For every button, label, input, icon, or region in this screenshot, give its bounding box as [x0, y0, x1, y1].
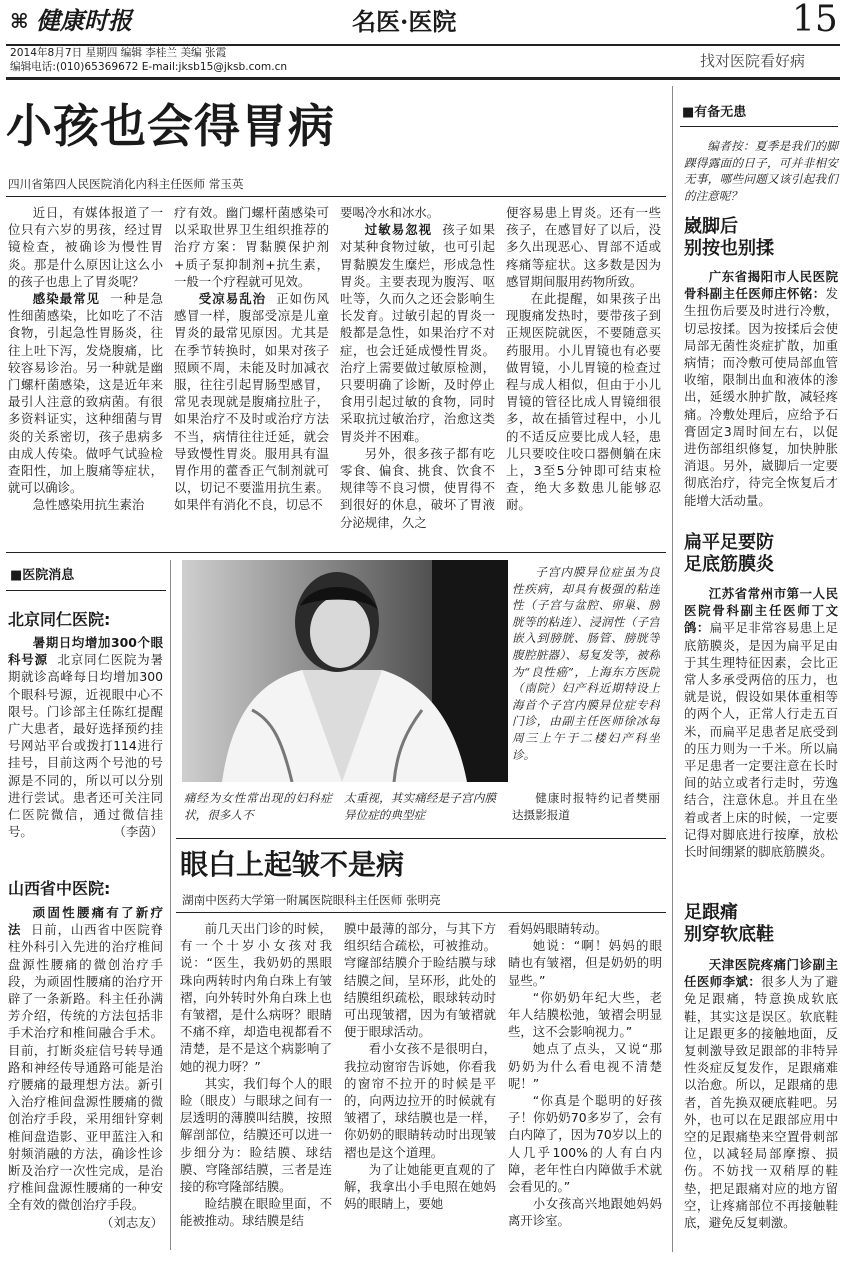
photo-credit: 健康时报特约记者樊丽达摄影报道 [512, 791, 660, 822]
newspaper-logo: 健康时报 [36, 6, 132, 35]
contact-line: 编辑电话:(010)65369672 E-mail:jksb15@jksb.com.cn [10, 61, 288, 73]
news-header-rule [6, 590, 166, 591]
masthead-rule [6, 44, 840, 46]
subhead-cold: 受凉易乱治 [198, 291, 267, 307]
right-header: ■有备无患 [682, 105, 747, 120]
photo-caption-b: 太重视，其实痛经是子宫内膜异位症的典型症 [344, 791, 496, 822]
news-hospital-tongren: 北京同仁医院: [8, 610, 111, 629]
main-col-2: 疗有效。幽门螺杆菌感染可以采取世界卫生组织推荐的治疗方案：胃黏膜保护剂+质子泵抑制剂+抗生素，一般一个疗程就可见效。 受凉易乱治 正如伤风感冒一样，腹部受凉是儿童胃炎的最常见原因。尤其是在季节转换时，如果对孩子照顾不周，未能及时加减衣服，往往引起胃肠型感冒，常见表现就是腹痛拉肚子，如果治疗不及时或治疗方法不当，病情往往迁延，就会导致慢性胃炎。服用具有温胃作用的藿香正气制剂就可以，切记不要滥用抗生素。如果伴有消化不良，切忌不 [174, 205, 329, 513]
eye-col-1: 前几天出门诊的时候，有一个十岁小女孩对我说：“医生，我奶奶的黑眼珠向两转时内角白珠上有皱褶，向外转时外角白珠上也有皱褶，是什么病呀？眼睛不痛不痒，却造电视都看不清楚，是不是这个病影响了她的视力呀？” 其实，我们每个人的眼睑（眼皮）与眼球之间有一层透明的薄膜叫结膜，按照解剖部位，结膜还可以进一步细分为：睑结膜、球结膜、穹隆部结膜，三者是连接的称穹隆部结膜。 睑结膜在眼睑里面，不能被推动。球结膜是结 [180, 921, 332, 1229]
main-col-4: 便容易患上胃炎。还有一些孩子，在感冒好了以后，没多久出现恶心、胃部不适或疼痛等症状。这多数是因为感冒期间服用药物所致。 在此提醒，如果孩子出现腹痛发热时，要带孩子到正规医院就医，不要随意买药服用。小儿胃镜也有必要做胃镜，小儿胃镜的检查过程与成人相似，但由于小儿胃镜的管径比成人胃镜细很多，故在插管过程中，小儿的不适反应要比成人轻，患儿只要咬住咬口器侧躺在床上，3至5分钟即可结束检查，绝大多数患儿能够忍耐。 [506, 205, 661, 513]
subhead-infection: 感染最常见 [32, 291, 101, 307]
tip-body-flatfoot: 江苏省常州市第一人民医院骨科副主任医师丁文鸽：扁平足非常容易患上足底筋膜炎，是因为扁平足由于其生理特征因素，会比正常人多承受两倍的压力，也就是说，假设如果体重相等的两个人，正常人行走五百米，而扁平足患者足底受到的压力则为一千米。所以扁平足患者一定要注意在长时间的站立或者行走时，劳逸结合，注意休息。并且在坐着或者上床的时候，一定要记得对脚底进行按摩，放松长时间绷紧的脚底筋膜炎。 [684, 586, 838, 860]
news-item-tongren: 暑期日均增加300个眼科号源 北京同仁医院为暑期就诊高峰每日均增加300个眼科号源，近视眼中心不限号。门诊部主任陈红提醒广大患者，最好选择预约挂号网站平台或拨打114进行挂号，目前这两个号池的号源是不同的，所以可以分别进行尝试。患者还可关注同仁医院微信，通过微信挂号。 （李茵） [8, 635, 163, 840]
news-lead-tongren: 暑期日均增加300个眼科号源 [8, 635, 163, 668]
tip-title-flatfoot: 扁平足要防 足底筋膜炎 [684, 532, 774, 575]
section-marker-icon: ■ [10, 568, 23, 583]
issue-meta: 2014年8月7日 星期四 编辑 李桂兰 美编 张霞 [10, 47, 227, 59]
eye-headline: 眼白上起皱不是病 [180, 848, 405, 881]
tip-body-sprain: 广东省揭阳市人民医院骨科副主任医师庄怀铭：发生扭伤后要及时进行冷敷，切忌按揉。因为按揉后会使局部无菌性炎症扩散，加重病情；而冷敷可使局部血管收缩，限制出血和液体的渗出，延缓水肿扩散，减轻疼痛。冷敷处理后，应给予石膏固定3周时间左右，以促进伤部组织修复，加快肿胀消退。另外，崴脚后一定要彻底治疗，待完全恢复后才能增大活动量。 [684, 269, 838, 508]
main-article-bottom-rule [6, 552, 666, 553]
tip-body-heelpain: 天津医院疼痛门诊副主任医师李斌：很多人为了避免足跟痛，特意换成软底鞋，其实这是误区。软底鞋让足跟更多的接触地面，反复刺激导致足跟部的非特异性炎症反复发作，足跟痛难以治愈。所以，足跟痛的患者，首先换双硬底鞋吧。另外，也可以在足跟部应用中空的足跟痛垫来空置骨刺部位，以减轻局部摩擦、损伤。不妨找一双稍厚的鞋垫，把足跟痛对应的地方留空，让疼痛部位不再接触鞋底，避免反复刺激。 [684, 957, 838, 1231]
tip-title-sprain: 崴脚后 别按也别揉 [684, 216, 774, 259]
right-column-divider [672, 86, 673, 1252]
subhead-allergy: 过敏易忽视 [364, 222, 433, 238]
page-number: 15 [792, 0, 838, 40]
editor-note: 编者按：夏季是我们的脚踝得露面的日子，可并非相安无事，哪些问题又该引起我们的注意呢？ [684, 139, 838, 203]
news-header: ■医院消息 [10, 568, 75, 583]
photo-caption-a: 痛经为女性常出现的妇科症状，很多人不 [184, 791, 332, 822]
photo-caption-right: 子宫内膜异位症虽为良性疾病，却具有极强的粘连性（子宫与盆腔、卵巢、膀胱等的粘连）、浸润性（子宫嵌入到膀胱、肠管、膀胱等腹腔脏器）、易复发等，被称为“良性癌”，上海东方医院（南院）妇产科近期特设上海首个子宫内膜异位症专科门诊，由副主任医师徐冰每周三上午于二楼妇产科坐诊。 [512, 565, 660, 762]
news-hospital-shanxi: 山西省中医院: [8, 879, 111, 898]
headline: 小孩也会得胃病 [6, 99, 335, 153]
left-column-divider [170, 560, 171, 1250]
byline-rule [6, 196, 666, 197]
eye-col-2: 膜中最薄的部分，与其下方组织结合疏松，可被推动。穹窿部结膜介于睑结膜与球结膜之间，呈环形，此处的结膜组织疏松，眼球转动时可出现皱褶，因为有皱褶就便于眼球活动。 看小女孩不是很明白，我拉动窗帘告诉她，你看我的窗帘不拉开的时候是平的，向两边拉开的时候就有皱褶了，球结膜也是一样，你奶奶的眼睛转动时出现皱褶也是这个道理。 为了让她能更直观的了解，我拿出小手电照在她妈妈的眼睛上，要她 [344, 921, 496, 1212]
main-col-1: 近日，有媒体报道了一位只有六岁的男孩，经过胃镜检查，被确诊为慢性胃炎。那是什么原因让这么小的孩子也患上了胃炎呢？ 感染最常见 一种是急性细菌感染，比如吃了不洁食物，引起急性胃肠炎，往往上吐下泻，发烧腹痛，比较容易诊治。另一种就是幽门螺杆菌感染，这是近年来最引人注意的致病菌。有很多资料证实，这种细菌与胃炎的关系密切，孩子患病多由成人传染。做呼气试验检查阳性，加上腹痛等症状，就可以确诊。 急性感染用抗生素治 [8, 205, 163, 513]
doctor-photo [182, 560, 508, 782]
main-col-3: 要喝冷水和冰水。 过敏易忽视 孩子如果对某种食物过敏，也可引起胃黏膜发生糜烂，形成急性胃炎。主要表现为腹泻、呕吐等，久而久之还会影响生长发育。过敏引起的胃炎一般都是急性，如果治疗不对症，也会迁延成慢性胃炎。治疗上需要做过敏原检测，只要明确了诊断，及时停止食用引起过敏的食物，同时采取抗过敏治疗，治愈这类胃炎并不困难。 另外，很多孩子都有吃零食、偏食、挑食、饮食不规律等不良习惯，使胃得不到很好的休息，破坏了胃液分泌规律，久之 [340, 205, 495, 530]
tip-title-heelpain: 足跟痛 别穿软底鞋 [684, 902, 774, 945]
eye-byline: 湖南中医药大学第一附属医院眼科主任医师 张明亮 [182, 893, 441, 907]
eye-byline-rule [176, 912, 666, 913]
logo-icon: ⌘ [10, 9, 29, 33]
news-lead-shanxi: 顽固性腰痛有了新疗法 [8, 905, 163, 938]
header-bottom-rule [6, 77, 840, 80]
right-header-rule [680, 126, 838, 127]
photo-bottom-rule [176, 838, 666, 839]
masthead [6, 0, 840, 44]
section-title: 名医·医院 [352, 7, 457, 36]
byline: 四川省第四人民医院消化内科主任医师 常玉英 [8, 177, 244, 191]
section-marker-icon: ■ [682, 105, 695, 120]
news-item-shanxi: 顽固性腰痛有了新疗法 日前，山西省中医院脊柱外科引入先进的治疗椎间盘源性腰痛的微创治疗手段，为顽固性腰痛的治疗开辟了一条新路。科主任孙满芳介绍，传统的方法包括非手术治疗和椎间融合手术。目前，打断炎症信号转导通路和神经传导通路可能是治疗腰痛的最理想方法。新引入治疗椎间盘源性腰痛的微创治疗手段，采用细针穿刺椎间盘造影、亚甲蓝注入和射频消融的方法，确诊性诊断及治疗一次性完成，是治疗椎间盘源性腰痛的一种安全有效的微创治疗手段。 （刘志友） [8, 905, 163, 1230]
eye-col-3: 看妈妈眼睛转动。 她说：“啊！妈妈的眼睛也有皱褶，但是奶奶的明显些。” “你奶奶年纪大些，老年人结膜松弛，皱褶会明显些，这不会影响视力。” 她点了点头，又说“那奶奶为什么看电视不清楚呢！” “你真是个聪明的好孩子！你奶奶70多岁了，会有白内障了，因为70岁以上的人几乎100%的人有白内障，老年性白内障做手术就会看见的。” 小女孩高兴地跟她妈妈离开诊室。 [508, 921, 662, 1229]
section-slogan: 找对医院看好病 [700, 52, 806, 70]
